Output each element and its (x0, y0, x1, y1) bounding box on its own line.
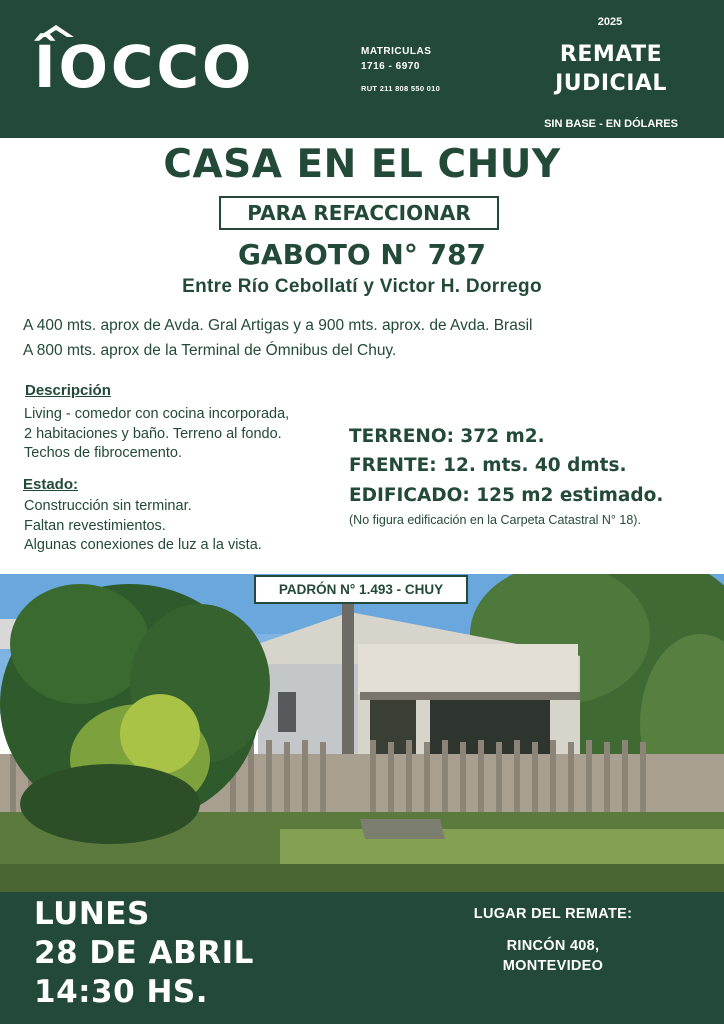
catastral-note: (No figura edificación en la Carpeta Catastral N° 18). (349, 513, 641, 527)
place-line-1: RINCÓN 408, (506, 938, 600, 954)
auction-date: 28 DE ABRIL (34, 935, 254, 971)
refaccionar-badge: PARA REFACCIONAR (219, 196, 499, 230)
descripcion-heading: Descripción (25, 382, 111, 399)
header-bar (0, 0, 724, 138)
lugar-label: LUGAR DEL REMATE: (473, 906, 633, 922)
property-address: GABOTO N° 787 (237, 238, 487, 271)
auction-day: LUNES (34, 896, 150, 932)
rut-number: RUT 211 808 550 010 (361, 84, 441, 93)
brand-logo: ÎOCCO (34, 33, 255, 101)
remate-line-1: REMATE (559, 42, 663, 67)
frente-stat: FRENTE: 12. mts. 40 dmts. (349, 455, 627, 476)
estado-text (24, 497, 262, 556)
cross-streets: Entre Río Cebollatí y Victor H. Dorrego (182, 276, 542, 297)
estado-line: Algunas conexiones de luz a la vista. (24, 537, 262, 553)
year: 2025 (597, 16, 623, 28)
auction-place (440, 936, 666, 976)
descripcion-line: Techos de fibrocemento. (24, 445, 182, 461)
place-line-2: MONTEVIDEO (502, 958, 604, 974)
padron-label: PADRÓN N° 1.493 - CHUY (254, 575, 468, 604)
footer-bar (0, 892, 724, 1024)
estado-heading: Estado: (23, 476, 79, 493)
remate-line-2: JUDICIAL (555, 71, 667, 96)
edificado-stat: EDIFICADO: 125 m2 estimado. (349, 485, 664, 506)
house-illustration (0, 574, 724, 892)
distance-line-2: A 800 mts. aprox de la Terminal de Ómnibus del Chuy. (23, 342, 397, 359)
property-photo (0, 574, 724, 892)
sin-base-label: SIN BASE - EN DÓLARES (544, 118, 678, 130)
auction-time: 14:30 HS. (34, 974, 209, 1010)
matriculas-block (361, 44, 431, 74)
estado-line: Faltan revestimientos. (24, 517, 166, 534)
auction-datetime (34, 895, 254, 1012)
descripcion-text (24, 405, 289, 464)
distance-line-1: A 400 mts. aprox de Avda. Gral Artigas y a 900 mts. aprox. de Avda. Brasil (23, 317, 533, 334)
page-title: CASA EN EL CHUY (163, 142, 561, 187)
matriculas-label: MATRICULAS (361, 46, 432, 57)
matriculas-numbers: 1716 - 6970 (361, 61, 420, 72)
descripcion-line: 2 habitaciones y baño. Terreno al fondo. (24, 425, 282, 442)
remate-judicial-title (530, 40, 692, 98)
terreno-stat: TERRENO: 372 m2. (349, 426, 545, 447)
descripcion-line: Living - comedor con cocina incorporada, (24, 406, 290, 422)
estado-line: Construcción sin terminar. (24, 498, 192, 514)
